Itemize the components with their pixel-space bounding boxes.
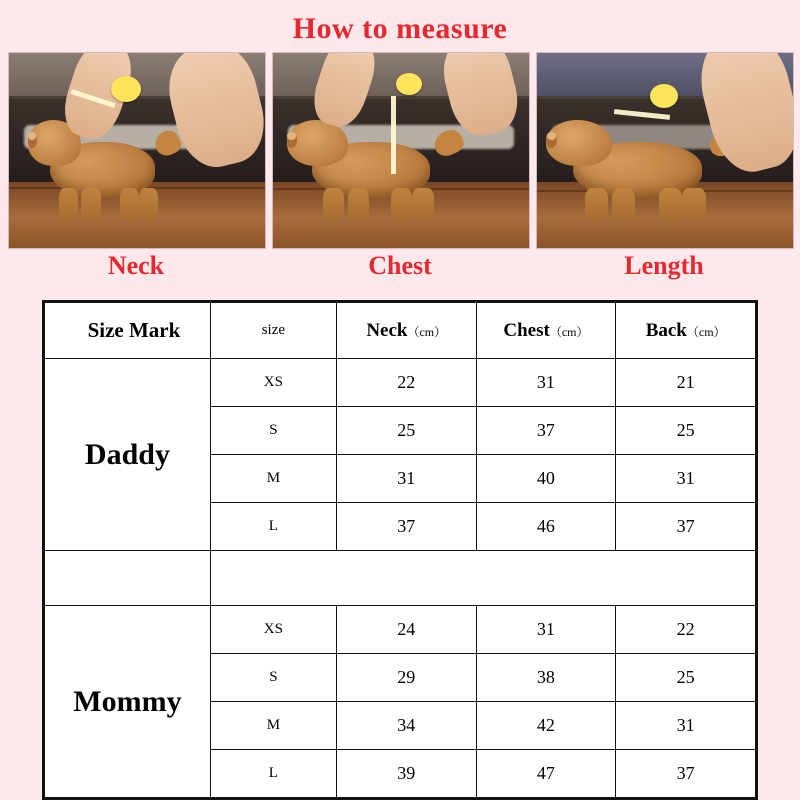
header-chest-unit: （cm） <box>549 324 589 339</box>
cell-chest: 42 <box>476 702 616 750</box>
table-header-row <box>45 303 756 359</box>
cell-chest: 38 <box>476 654 616 702</box>
header-chest <box>476 303 616 359</box>
header-back-label: Back <box>645 319 687 341</box>
cell-back: 22 <box>616 606 756 654</box>
cell-chest: 40 <box>476 455 616 503</box>
photo-cell-chest <box>272 52 528 285</box>
cell-chest: 37 <box>476 407 616 455</box>
photo-strip <box>0 52 800 285</box>
cell-back: 37 <box>616 750 756 798</box>
cell-neck: 39 <box>336 750 476 798</box>
cell-back: 21 <box>616 359 756 407</box>
cell-neck: 29 <box>336 654 476 702</box>
table-row <box>45 359 756 407</box>
cell-back: 37 <box>616 503 756 551</box>
group-label-mommy: Mommy <box>45 606 211 798</box>
cell-neck: 24 <box>336 606 476 654</box>
cell-neck: 22 <box>336 359 476 407</box>
photo-length-measurement <box>536 52 794 249</box>
photo-cell-neck <box>8 52 264 285</box>
spacer-cell <box>45 551 211 606</box>
header-size-mark: Size Mark <box>45 303 211 359</box>
table-spacer-row <box>45 551 756 606</box>
cell-chest: 46 <box>476 503 616 551</box>
cell-size: M <box>210 702 336 750</box>
spacer-cell <box>210 551 755 606</box>
photo-label-length: Length <box>624 251 704 280</box>
header-neck-unit: （cm） <box>407 324 447 339</box>
photo-label-neck: Neck <box>107 251 165 280</box>
cell-back: 25 <box>616 654 756 702</box>
cell-neck: 31 <box>336 455 476 503</box>
cell-chest: 31 <box>476 606 616 654</box>
cell-size: L <box>210 750 336 798</box>
cell-back: 31 <box>616 702 756 750</box>
header-back-unit: （cm） <box>686 324 726 339</box>
cell-chest: 31 <box>476 359 616 407</box>
cell-back: 31 <box>616 455 756 503</box>
table-row <box>45 606 756 654</box>
cell-neck: 37 <box>336 503 476 551</box>
photo-chest-measurement <box>272 52 530 249</box>
cell-size: M <box>210 455 336 503</box>
cell-back: 25 <box>616 407 756 455</box>
cell-size: L <box>210 503 336 551</box>
cell-size: XS <box>210 359 336 407</box>
cell-size: S <box>210 654 336 702</box>
page-title: How to measure <box>292 12 508 45</box>
cell-neck: 25 <box>336 407 476 455</box>
header-back <box>616 303 756 359</box>
cell-neck: 34 <box>336 702 476 750</box>
cell-size: S <box>210 407 336 455</box>
header-neck-label: Neck <box>366 319 408 341</box>
cell-chest: 47 <box>476 750 616 798</box>
photo-label-chest: Chest <box>368 251 432 280</box>
photo-neck-measurement <box>8 52 266 249</box>
header-chest-label: Chest <box>503 319 550 341</box>
group-label-daddy: Daddy <box>45 359 211 551</box>
size-chart <box>42 300 758 800</box>
header-neck <box>336 303 476 359</box>
photo-cell-length <box>536 52 792 285</box>
cell-size: XS <box>210 606 336 654</box>
size-table <box>44 302 756 798</box>
header-size: size <box>210 303 336 359</box>
